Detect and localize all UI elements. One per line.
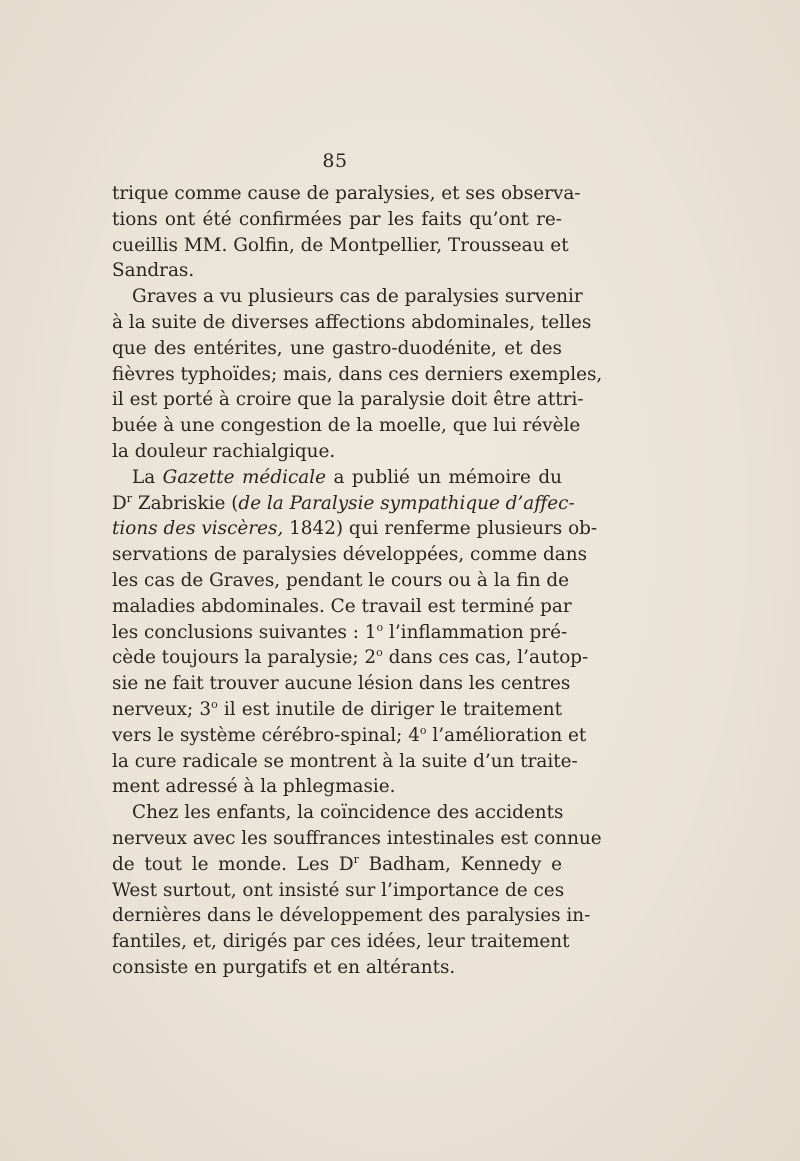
text-segment: 1842) qui renferme plusieurs ob- [283,518,598,540]
italic-text: Gazette médicale [162,466,326,488]
text-segment: vers le système cérébro-spinal; 4 [112,724,420,746]
text-segment: il est porté à croire que la paralysie doit être attri- [112,389,584,411]
text-line [112,568,570,594]
text-segment: fantiles, et, dirigés par ces idées, leur traitement [112,931,570,953]
text-segment: la cure radicale se montrent à la suite d’un traite- [112,750,578,772]
text-segment: Zabriskie ( [132,492,239,514]
text-segment: à la suite de diverses affections abdominales, telles [112,311,592,333]
text-segment: consiste en purgatifs et en altérants. [112,956,456,978]
text-segment: La [132,466,163,488]
text-segment: servations de paralysies développées, comme dans [112,544,588,566]
text-segment: Chez les enfants, la coïncidence des accidents [132,802,564,824]
text-line [112,310,592,336]
text-segment: nerveux avec les souffrances intestinales est connue [112,827,602,849]
text-line [112,362,603,388]
text-segment: D [112,492,127,514]
body-text [112,181,603,981]
text-line [112,594,572,620]
text-line [112,878,565,904]
text-line [112,413,581,439]
text-line [112,207,562,233]
text-line [112,620,568,646]
text-line [112,800,562,826]
superscript: o [376,646,383,660]
text-line [112,387,584,413]
text-segment: a publié un mémoire du [326,466,562,488]
superscript: o [211,697,218,711]
text-segment: fièvres typhoïdes; mais, dans ces derniers exemples, [112,363,603,385]
text-segment: cueillis MM. Golfin, de Montpellier, Trousseau et [112,234,569,256]
italic-text: de la Paralysie sympathique d’affec- [238,492,575,514]
text-segment: l’inflammation pré- [383,621,568,643]
text-line [112,258,562,284]
text-line [112,439,562,465]
text-segment: cède toujours la paralysie; 2 [112,647,377,669]
text-segment: l’amélioration et [426,724,587,746]
text-segment: Badham, Kennedy e [358,853,562,875]
text-segment: Graves a vu plusieurs cas de paralysies survenir [132,286,583,308]
text-line [112,233,569,259]
text-segment: de tout le monde. Les D [112,853,354,875]
superscript: r [353,852,359,866]
superscript: o [376,620,384,634]
text-line [112,723,587,749]
text-segment: les conclusions suivantes : 1 [112,621,377,643]
italic-text: tions des viscères, [112,518,284,540]
text-segment: les cas de Graves, pendant le cours ou à la fin de [112,569,570,591]
text-line [112,645,589,671]
superscript: o [419,723,427,737]
text-line [112,516,598,542]
text-line [112,491,575,517]
text-segment: dans ces cas, l’autop- [382,647,589,669]
page-number: 85 [322,150,348,172]
text-line [112,903,591,929]
text-segment: il est inutile de diriger le traitement [217,698,562,720]
text-segment: trique comme cause de paralysies, et ses observa- [112,183,581,204]
text-segment: Sandras. [112,260,195,282]
text-line [112,955,562,981]
text-line [112,749,578,775]
text-line [112,826,602,852]
text-segment: dernières dans le développement des paralysies in- [112,905,591,927]
text-segment: sie ne fait trouver aucune lésion dans les centres [112,673,571,695]
text-segment: tions ont été confirmées par les faits qu’ont re- [112,208,562,230]
text-segment: ment adressé à la phlegmasie. [112,776,396,798]
text-line [112,852,562,878]
superscript: r [126,491,133,505]
text-segment: la douleur rachialgique. [112,440,336,462]
text-line [112,929,570,955]
text-line [112,697,562,723]
text-segment: maladies abdominales. Ce travail est terminé par [112,595,572,617]
text-line [112,671,571,697]
text-segment: nerveux; 3 [112,698,212,720]
text-line [112,181,581,207]
text-segment: buée à une congestion de la moelle, que lui révèle [112,415,581,437]
text-line [112,542,588,568]
text-line [112,336,562,362]
text-segment: que des entérites, une gastro-duodénite, et des [112,337,562,359]
text-line [112,774,562,800]
text-line [112,284,583,310]
text-line [112,465,562,491]
text-segment: West surtout, ont insisté sur l’importance de ces [112,879,565,901]
